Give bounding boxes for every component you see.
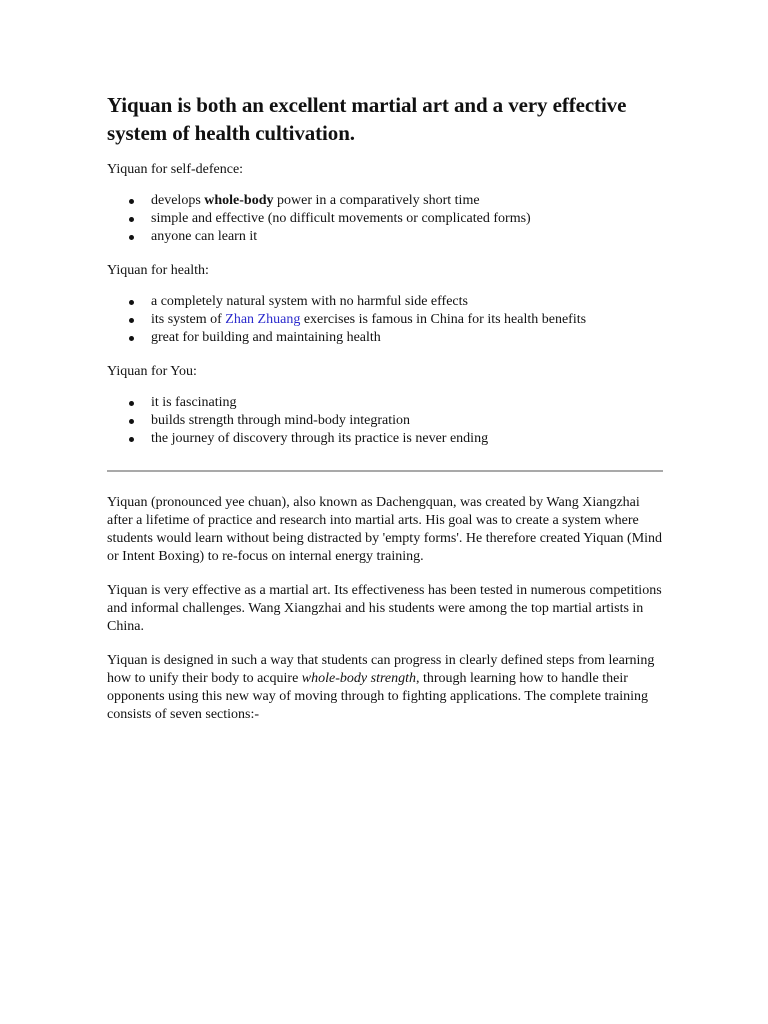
bullet-icon bbox=[129, 419, 134, 424]
paragraph-italic-text: whole-body strength bbox=[301, 671, 416, 686]
page-title: Yiquan is both an excellent martial art and a very effective system of health cultivation. bbox=[107, 93, 627, 145]
paragraph-text: Yiquan is designed in such a way that students can progress in clearly defined steps from learning how to unify their body to acquire bbox=[107, 653, 655, 686]
list-item bbox=[107, 412, 663, 430]
list-item bbox=[107, 228, 663, 246]
section-heading-health: Yiquan for health: bbox=[107, 263, 209, 278]
list-item bbox=[107, 192, 663, 210]
list-item-text: builds strength through mind-body integration bbox=[151, 413, 410, 428]
bullet-icon bbox=[129, 217, 134, 222]
list-item-text: great for building and maintaining health bbox=[151, 330, 381, 345]
horizontal-divider bbox=[107, 470, 663, 472]
list-item-text: anyone can learn it bbox=[151, 229, 258, 244]
bullet-icon bbox=[129, 401, 134, 406]
bullet-icon bbox=[129, 300, 134, 305]
bullet-icon bbox=[129, 318, 134, 323]
list-item-text: power in a comparatively short time bbox=[273, 193, 480, 208]
list-item-bold-text: whole-body bbox=[204, 193, 274, 208]
bullet-icon bbox=[129, 437, 134, 442]
bullet-list-for-you bbox=[107, 394, 663, 448]
section-heading-self-defence: Yiquan for self-defence: bbox=[107, 162, 244, 177]
list-item-text: its system of bbox=[151, 312, 226, 327]
bullet-icon bbox=[129, 336, 134, 341]
list-item-text: develops bbox=[151, 193, 205, 208]
bullet-icon bbox=[129, 235, 134, 240]
list-item bbox=[107, 210, 663, 228]
list-item-text: it is fascinating bbox=[151, 395, 237, 410]
bullet-list-health bbox=[107, 293, 663, 347]
zhan-zhuang-link[interactable]: Zhan Zhuang bbox=[225, 312, 301, 327]
article bbox=[107, 91, 663, 740]
list-item bbox=[107, 329, 663, 347]
paragraph-history: Yiquan (pronounced yee chuan), also known as Dachengquan, was created by Wang Xiangzhai after a lifetime of practice and research into martial arts. His goal was to create a system where students would learn without being distracted by 'empty forms'. He therefore created Yiquan (Mind or Intent Boxing) to re-focus on internal energy training. bbox=[107, 495, 663, 564]
list-item-text: the journey of discovery through its practice is never ending bbox=[151, 431, 489, 446]
list-item-text: exercises is famous in China for its health benefits bbox=[300, 312, 587, 327]
list-item-text: a completely natural system with no harmful side effects bbox=[151, 294, 468, 309]
bullet-list-self-defence bbox=[107, 192, 663, 246]
list-item-text: simple and effective (no difficult movements or complicated forms) bbox=[151, 211, 531, 226]
bullet-icon bbox=[129, 199, 134, 204]
list-item bbox=[107, 311, 663, 329]
list-item bbox=[107, 394, 663, 412]
section-heading-for-you: Yiquan for You: bbox=[107, 364, 197, 379]
paragraph-text: , through learning how to handle their opponents using this new way of moving through to fighting applications. The complete training consists of seven sections:- bbox=[107, 671, 648, 722]
list-item bbox=[107, 293, 663, 311]
paragraph-effectiveness: Yiquan is very effective as a martial art. Its effectiveness has been tested in numerous competitions and informal challenges. Wang Xiangzhai and his students were among the top martial artists in China. bbox=[107, 583, 662, 634]
list-item bbox=[107, 430, 663, 448]
paragraph-training bbox=[107, 652, 663, 724]
